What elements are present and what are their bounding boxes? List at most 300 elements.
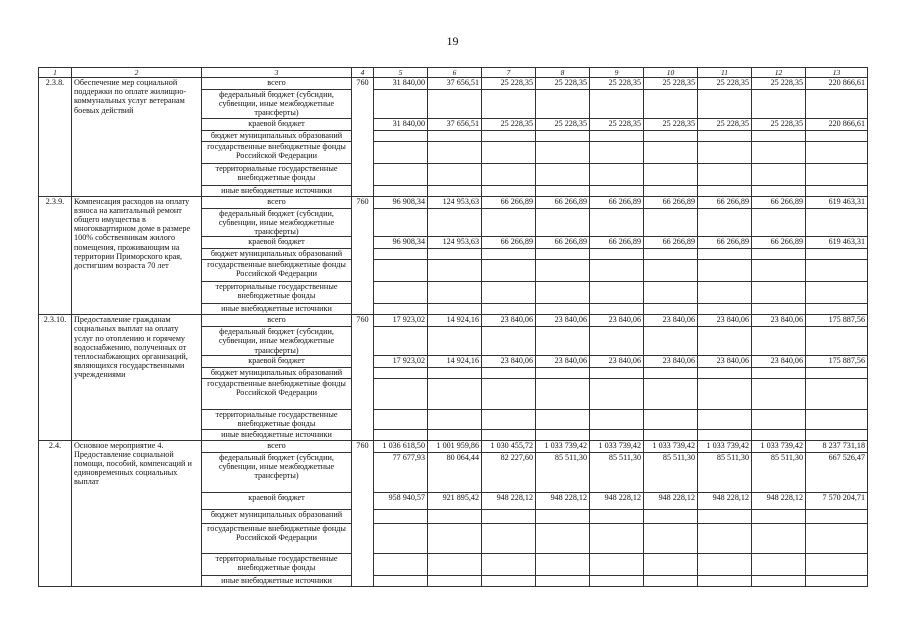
amount-cell: 23 840,06 bbox=[752, 355, 806, 367]
amount-cell: 37 656,51 bbox=[428, 78, 482, 90]
amount-cell bbox=[752, 249, 806, 260]
amount-cell bbox=[644, 327, 698, 356]
amount-cell bbox=[374, 141, 428, 163]
amount-cell bbox=[428, 367, 482, 378]
amount-cell: 96 908,34 bbox=[374, 196, 428, 208]
funding-source: бюджет муниципальных образований bbox=[202, 367, 352, 378]
funding-source: иные внебюджетные источники bbox=[202, 429, 352, 440]
amount-cell bbox=[752, 409, 806, 429]
amount-cell bbox=[752, 130, 806, 141]
column-number-header: 4 bbox=[352, 68, 374, 78]
amount-cell: 37 656,51 bbox=[428, 118, 482, 130]
amount-cell bbox=[374, 260, 428, 282]
amount-cell: 25 228,35 bbox=[698, 78, 752, 90]
amount-cell: 667 526,47 bbox=[806, 452, 868, 492]
amount-cell bbox=[428, 304, 482, 315]
amount-cell bbox=[374, 409, 428, 429]
amount-cell: 25 228,35 bbox=[536, 118, 590, 130]
funding-source: государственные внебюджетные фонды Российской Федерации bbox=[202, 523, 352, 553]
amount-cell: 85 511,30 bbox=[590, 452, 644, 492]
item-description: Предоставление гражданам социальных выплат на оплату услуг по отоплению и горячему водоснабжению, полученных от теплоснабжающих организаций, являющихся государственными учреждениями bbox=[72, 315, 202, 441]
amount-cell bbox=[482, 260, 536, 282]
table-row bbox=[39, 315, 868, 327]
amount-cell bbox=[536, 553, 590, 575]
amount-cell bbox=[644, 575, 698, 586]
amount-cell bbox=[698, 90, 752, 119]
table-row bbox=[39, 196, 868, 208]
amount-cell bbox=[482, 304, 536, 315]
amount-cell bbox=[698, 523, 752, 553]
amount-cell bbox=[698, 185, 752, 196]
amount-cell bbox=[806, 208, 868, 237]
amount-cell bbox=[482, 378, 536, 409]
amount-cell: 23 840,06 bbox=[698, 355, 752, 367]
amount-cell bbox=[590, 378, 644, 409]
amount-cell bbox=[644, 260, 698, 282]
amount-cell bbox=[536, 90, 590, 119]
funding-source: территориальные государственные внебюджетные фонды bbox=[202, 282, 352, 304]
amount-cell bbox=[590, 163, 644, 185]
amount-cell bbox=[536, 141, 590, 163]
amount-cell bbox=[644, 553, 698, 575]
amount-cell: 948 228,12 bbox=[698, 492, 752, 509]
amount-cell bbox=[752, 304, 806, 315]
amount-cell bbox=[536, 367, 590, 378]
funding-source: краевой бюджет bbox=[202, 118, 352, 130]
amount-cell bbox=[752, 575, 806, 586]
amount-cell bbox=[644, 141, 698, 163]
amount-cell bbox=[806, 249, 868, 260]
amount-cell bbox=[536, 429, 590, 440]
amount-cell: 77 677,93 bbox=[374, 452, 428, 492]
item-description: Компенсация расходов на оплату взноса на капитальный ремонт общего имущества в многоквартирном доме в размере 100% собственникам жилого помещения, проживающим на территории Приморского края, достигшим возраста 70 лет bbox=[72, 196, 202, 315]
amount-cell bbox=[644, 509, 698, 523]
amount-cell bbox=[374, 90, 428, 119]
amount-cell: 85 511,30 bbox=[536, 452, 590, 492]
amount-cell bbox=[482, 409, 536, 429]
funding-source: государственные внебюджетные фонды Российской Федерации bbox=[202, 260, 352, 282]
amount-cell bbox=[590, 304, 644, 315]
amount-cell: 14 924,16 bbox=[428, 355, 482, 367]
amount-cell bbox=[428, 130, 482, 141]
amount-cell bbox=[590, 327, 644, 356]
amount-cell bbox=[374, 282, 428, 304]
amount-cell bbox=[698, 208, 752, 237]
amount-cell bbox=[536, 130, 590, 141]
amount-cell bbox=[374, 130, 428, 141]
funding-source: всего bbox=[202, 440, 352, 452]
amount-cell bbox=[752, 429, 806, 440]
amount-cell: 66 266,89 bbox=[752, 196, 806, 208]
amount-cell: 25 228,35 bbox=[482, 118, 536, 130]
funding-source: всего bbox=[202, 78, 352, 90]
amount-cell bbox=[482, 163, 536, 185]
amount-cell: 1 033 739,42 bbox=[644, 440, 698, 452]
amount-cell bbox=[428, 208, 482, 237]
amount-cell: 66 266,89 bbox=[698, 237, 752, 249]
amount-cell bbox=[590, 260, 644, 282]
amount-cell bbox=[698, 304, 752, 315]
amount-cell: 948 228,12 bbox=[590, 492, 644, 509]
amount-cell bbox=[806, 90, 868, 119]
amount-cell: 948 228,12 bbox=[752, 492, 806, 509]
amount-cell bbox=[374, 327, 428, 356]
amount-cell bbox=[806, 523, 868, 553]
amount-cell: 921 895,42 bbox=[428, 492, 482, 509]
amount-cell: 14 924,16 bbox=[428, 315, 482, 327]
funding-source: краевой бюджет bbox=[202, 237, 352, 249]
amount-cell bbox=[752, 523, 806, 553]
amount-cell bbox=[590, 509, 644, 523]
amount-cell bbox=[482, 141, 536, 163]
budget-table bbox=[38, 67, 868, 587]
item-description: Основное мероприятие 4. Предоставление социальной помощи, пособий, компенсаций и единовременных социальных выплат bbox=[72, 440, 202, 586]
amount-cell bbox=[374, 304, 428, 315]
amount-cell: 1 030 455,72 bbox=[482, 440, 536, 452]
amount-cell bbox=[536, 185, 590, 196]
amount-cell bbox=[590, 249, 644, 260]
amount-cell bbox=[644, 282, 698, 304]
amount-cell: 23 840,06 bbox=[590, 355, 644, 367]
amount-cell bbox=[482, 208, 536, 237]
amount-cell bbox=[806, 378, 868, 409]
amount-cell: 80 064,44 bbox=[428, 452, 482, 492]
amount-cell: 23 840,06 bbox=[536, 355, 590, 367]
amount-cell bbox=[374, 185, 428, 196]
funding-source: всего bbox=[202, 315, 352, 327]
funding-source: иные внебюджетные источники bbox=[202, 304, 352, 315]
amount-cell bbox=[698, 378, 752, 409]
amount-cell bbox=[536, 575, 590, 586]
funding-source: территориальные государственные внебюджетные фонды bbox=[202, 163, 352, 185]
amount-cell bbox=[428, 141, 482, 163]
column-number-header: 7 bbox=[482, 68, 536, 78]
table-row bbox=[39, 78, 868, 90]
amount-cell: 66 266,89 bbox=[590, 237, 644, 249]
amount-cell: 948 228,12 bbox=[482, 492, 536, 509]
amount-cell: 31 840,00 bbox=[374, 78, 428, 90]
amount-cell bbox=[806, 304, 868, 315]
amount-cell bbox=[374, 378, 428, 409]
amount-cell bbox=[698, 260, 752, 282]
amount-cell bbox=[428, 575, 482, 586]
amount-cell bbox=[428, 163, 482, 185]
column-number-header: 13 bbox=[806, 68, 868, 78]
column-number-header: 8 bbox=[536, 68, 590, 78]
amount-cell bbox=[806, 367, 868, 378]
amount-cell bbox=[590, 185, 644, 196]
funding-source: всего bbox=[202, 196, 352, 208]
amount-cell bbox=[482, 367, 536, 378]
funding-source: федеральный бюджет (субсидии, субвенции, иные межбюджетные трансферты) bbox=[202, 90, 352, 119]
amount-cell bbox=[698, 282, 752, 304]
funding-source: бюджет муниципальных образований bbox=[202, 509, 352, 523]
amount-cell bbox=[374, 249, 428, 260]
amount-cell bbox=[374, 367, 428, 378]
amount-cell: 948 228,12 bbox=[536, 492, 590, 509]
funding-source: иные внебюджетные источники bbox=[202, 185, 352, 196]
amount-cell bbox=[806, 130, 868, 141]
column-number-header: 3 bbox=[202, 68, 352, 78]
amount-cell bbox=[752, 553, 806, 575]
amount-cell bbox=[644, 304, 698, 315]
amount-cell: 124 953,63 bbox=[428, 237, 482, 249]
amount-cell bbox=[536, 260, 590, 282]
amount-cell bbox=[590, 575, 644, 586]
amount-cell: 619 463,31 bbox=[806, 237, 868, 249]
amount-cell bbox=[644, 163, 698, 185]
budget-code: 760 bbox=[352, 78, 374, 197]
amount-cell bbox=[806, 163, 868, 185]
amount-cell bbox=[590, 553, 644, 575]
column-number-header: 2 bbox=[72, 68, 202, 78]
amount-cell: 85 511,30 bbox=[752, 452, 806, 492]
amount-cell: 1 033 739,42 bbox=[590, 440, 644, 452]
amount-cell bbox=[698, 429, 752, 440]
funding-source: территориальные государственные внебюджетные фонды bbox=[202, 409, 352, 429]
amount-cell bbox=[536, 304, 590, 315]
amount-cell bbox=[482, 523, 536, 553]
funding-source: бюджет муниципальных образований bbox=[202, 249, 352, 260]
item-code: 2.3.10. bbox=[39, 315, 72, 441]
amount-cell bbox=[698, 163, 752, 185]
funding-source: федеральный бюджет (субсидии, субвенции, иные межбюджетные трансферты) bbox=[202, 327, 352, 356]
amount-cell bbox=[752, 327, 806, 356]
amount-cell: 619 463,31 bbox=[806, 196, 868, 208]
amount-cell bbox=[374, 553, 428, 575]
amount-cell bbox=[482, 90, 536, 119]
amount-cell bbox=[428, 260, 482, 282]
amount-cell bbox=[428, 185, 482, 196]
amount-cell bbox=[752, 163, 806, 185]
amount-cell: 17 923,02 bbox=[374, 355, 428, 367]
funding-source: бюджет муниципальных образований bbox=[202, 130, 352, 141]
amount-cell bbox=[482, 509, 536, 523]
amount-cell: 96 908,34 bbox=[374, 237, 428, 249]
amount-cell: 23 840,06 bbox=[752, 315, 806, 327]
amount-cell: 25 228,35 bbox=[482, 78, 536, 90]
amount-cell: 958 940,57 bbox=[374, 492, 428, 509]
amount-cell bbox=[590, 130, 644, 141]
amount-cell: 66 266,89 bbox=[482, 237, 536, 249]
funding-source: территориальные государственные внебюджетные фонды bbox=[202, 553, 352, 575]
amount-cell bbox=[806, 429, 868, 440]
amount-cell: 25 228,35 bbox=[590, 78, 644, 90]
amount-cell: 1 036 618,50 bbox=[374, 440, 428, 452]
amount-cell bbox=[590, 208, 644, 237]
amount-cell: 175 887,56 bbox=[806, 355, 868, 367]
amount-cell: 31 840,00 bbox=[374, 118, 428, 130]
amount-cell bbox=[644, 130, 698, 141]
amount-cell bbox=[428, 429, 482, 440]
item-code: 2.4. bbox=[39, 440, 72, 586]
amount-cell bbox=[698, 575, 752, 586]
amount-cell: 66 266,89 bbox=[590, 196, 644, 208]
amount-cell bbox=[806, 282, 868, 304]
amount-cell: 82 227,60 bbox=[482, 452, 536, 492]
amount-cell bbox=[536, 409, 590, 429]
amount-cell bbox=[698, 327, 752, 356]
column-number-header: 1 bbox=[39, 68, 72, 78]
funding-source: краевой бюджет bbox=[202, 492, 352, 509]
amount-cell bbox=[536, 509, 590, 523]
amount-cell bbox=[536, 208, 590, 237]
table-header-row bbox=[39, 68, 868, 78]
amount-cell: 23 840,06 bbox=[644, 315, 698, 327]
column-number-header: 6 bbox=[428, 68, 482, 78]
amount-cell bbox=[698, 141, 752, 163]
amount-cell: 25 228,35 bbox=[644, 78, 698, 90]
amount-cell bbox=[374, 523, 428, 553]
amount-cell: 23 840,06 bbox=[536, 315, 590, 327]
amount-cell bbox=[644, 185, 698, 196]
budget-code: 760 bbox=[352, 315, 374, 441]
amount-cell: 66 266,89 bbox=[536, 237, 590, 249]
amount-cell: 66 266,89 bbox=[644, 196, 698, 208]
amount-cell: 66 266,89 bbox=[644, 237, 698, 249]
amount-cell bbox=[374, 509, 428, 523]
amount-cell bbox=[482, 249, 536, 260]
amount-cell: 220 866,61 bbox=[806, 78, 868, 90]
amount-cell bbox=[698, 409, 752, 429]
item-code: 2.3.8. bbox=[39, 78, 72, 197]
amount-cell bbox=[644, 208, 698, 237]
amount-cell: 17 923,02 bbox=[374, 315, 428, 327]
funding-source: иные внебюджетные источники bbox=[202, 575, 352, 586]
amount-cell: 175 887,56 bbox=[806, 315, 868, 327]
amount-cell bbox=[428, 90, 482, 119]
amount-cell: 220 866,61 bbox=[806, 118, 868, 130]
amount-cell: 25 228,35 bbox=[644, 118, 698, 130]
amount-cell bbox=[374, 208, 428, 237]
amount-cell bbox=[536, 378, 590, 409]
amount-cell: 85 511,30 bbox=[644, 452, 698, 492]
amount-cell bbox=[752, 509, 806, 523]
amount-cell bbox=[482, 130, 536, 141]
amount-cell bbox=[806, 553, 868, 575]
amount-cell bbox=[590, 409, 644, 429]
amount-cell bbox=[806, 327, 868, 356]
amount-cell bbox=[752, 141, 806, 163]
amount-cell bbox=[752, 90, 806, 119]
amount-cell bbox=[536, 163, 590, 185]
column-number-header: 9 bbox=[590, 68, 644, 78]
amount-cell bbox=[752, 260, 806, 282]
budget-code: 760 bbox=[352, 440, 374, 586]
amount-cell bbox=[536, 327, 590, 356]
amount-cell bbox=[374, 429, 428, 440]
amount-cell: 1 033 739,42 bbox=[536, 440, 590, 452]
amount-cell bbox=[752, 378, 806, 409]
amount-cell bbox=[590, 429, 644, 440]
amount-cell: 66 266,89 bbox=[482, 196, 536, 208]
amount-cell bbox=[482, 282, 536, 304]
amount-cell: 124 953,63 bbox=[428, 196, 482, 208]
amount-cell bbox=[428, 249, 482, 260]
amount-cell bbox=[752, 185, 806, 196]
funding-source: государственные внебюджетные фонды Российской Федерации bbox=[202, 141, 352, 163]
amount-cell bbox=[644, 409, 698, 429]
amount-cell: 25 228,35 bbox=[698, 118, 752, 130]
amount-cell bbox=[698, 553, 752, 575]
amount-cell bbox=[590, 141, 644, 163]
amount-cell: 948 228,12 bbox=[644, 492, 698, 509]
amount-cell: 25 228,35 bbox=[536, 78, 590, 90]
amount-cell bbox=[374, 163, 428, 185]
amount-cell: 25 228,35 bbox=[752, 118, 806, 130]
amount-cell bbox=[428, 553, 482, 575]
amount-cell: 1 033 739,42 bbox=[698, 440, 752, 452]
amount-cell bbox=[590, 282, 644, 304]
amount-cell bbox=[698, 249, 752, 260]
amount-cell bbox=[698, 367, 752, 378]
amount-cell bbox=[536, 249, 590, 260]
amount-cell bbox=[374, 575, 428, 586]
amount-cell: 23 840,06 bbox=[482, 355, 536, 367]
amount-cell: 23 840,06 bbox=[644, 355, 698, 367]
column-number-header: 11 bbox=[698, 68, 752, 78]
amount-cell bbox=[536, 282, 590, 304]
amount-cell bbox=[806, 575, 868, 586]
amount-cell bbox=[644, 249, 698, 260]
page-number: 19 bbox=[446, 34, 459, 48]
budget-code: 760 bbox=[352, 196, 374, 315]
funding-source: государственные внебюджетные фонды Российской Федерации bbox=[202, 378, 352, 409]
amount-cell bbox=[428, 409, 482, 429]
amount-cell bbox=[428, 509, 482, 523]
amount-cell bbox=[644, 90, 698, 119]
amount-cell bbox=[482, 185, 536, 196]
amount-cell bbox=[752, 282, 806, 304]
amount-cell: 85 511,30 bbox=[698, 452, 752, 492]
item-code: 2.3.9. bbox=[39, 196, 72, 315]
amount-cell: 8 237 731,18 bbox=[806, 440, 868, 452]
amount-cell bbox=[806, 141, 868, 163]
amount-cell bbox=[428, 327, 482, 356]
amount-cell: 66 266,89 bbox=[698, 196, 752, 208]
amount-cell: 1 033 739,42 bbox=[752, 440, 806, 452]
amount-cell bbox=[644, 367, 698, 378]
amount-cell bbox=[590, 367, 644, 378]
amount-cell: 23 840,06 bbox=[482, 315, 536, 327]
amount-cell bbox=[482, 575, 536, 586]
amount-cell bbox=[428, 378, 482, 409]
amount-cell bbox=[590, 90, 644, 119]
amount-cell bbox=[644, 378, 698, 409]
amount-cell bbox=[536, 523, 590, 553]
amount-cell bbox=[590, 523, 644, 553]
column-number-header: 12 bbox=[752, 68, 806, 78]
amount-cell: 23 840,06 bbox=[590, 315, 644, 327]
amount-cell bbox=[482, 327, 536, 356]
amount-cell: 25 228,35 bbox=[752, 78, 806, 90]
column-number-header: 10 bbox=[644, 68, 698, 78]
amount-cell bbox=[698, 130, 752, 141]
amount-cell: 23 840,06 bbox=[698, 315, 752, 327]
funding-source: федеральный бюджет (субсидии, субвенции, иные межбюджетные трансферты) bbox=[202, 452, 352, 492]
amount-cell bbox=[644, 523, 698, 553]
amount-cell: 25 228,35 bbox=[590, 118, 644, 130]
amount-cell bbox=[482, 429, 536, 440]
amount-cell bbox=[428, 282, 482, 304]
amount-cell: 1 001 959,86 bbox=[428, 440, 482, 452]
amount-cell: 66 266,89 bbox=[536, 196, 590, 208]
amount-cell bbox=[806, 409, 868, 429]
amount-cell bbox=[806, 185, 868, 196]
amount-cell bbox=[482, 553, 536, 575]
amount-cell bbox=[806, 260, 868, 282]
amount-cell bbox=[752, 208, 806, 237]
